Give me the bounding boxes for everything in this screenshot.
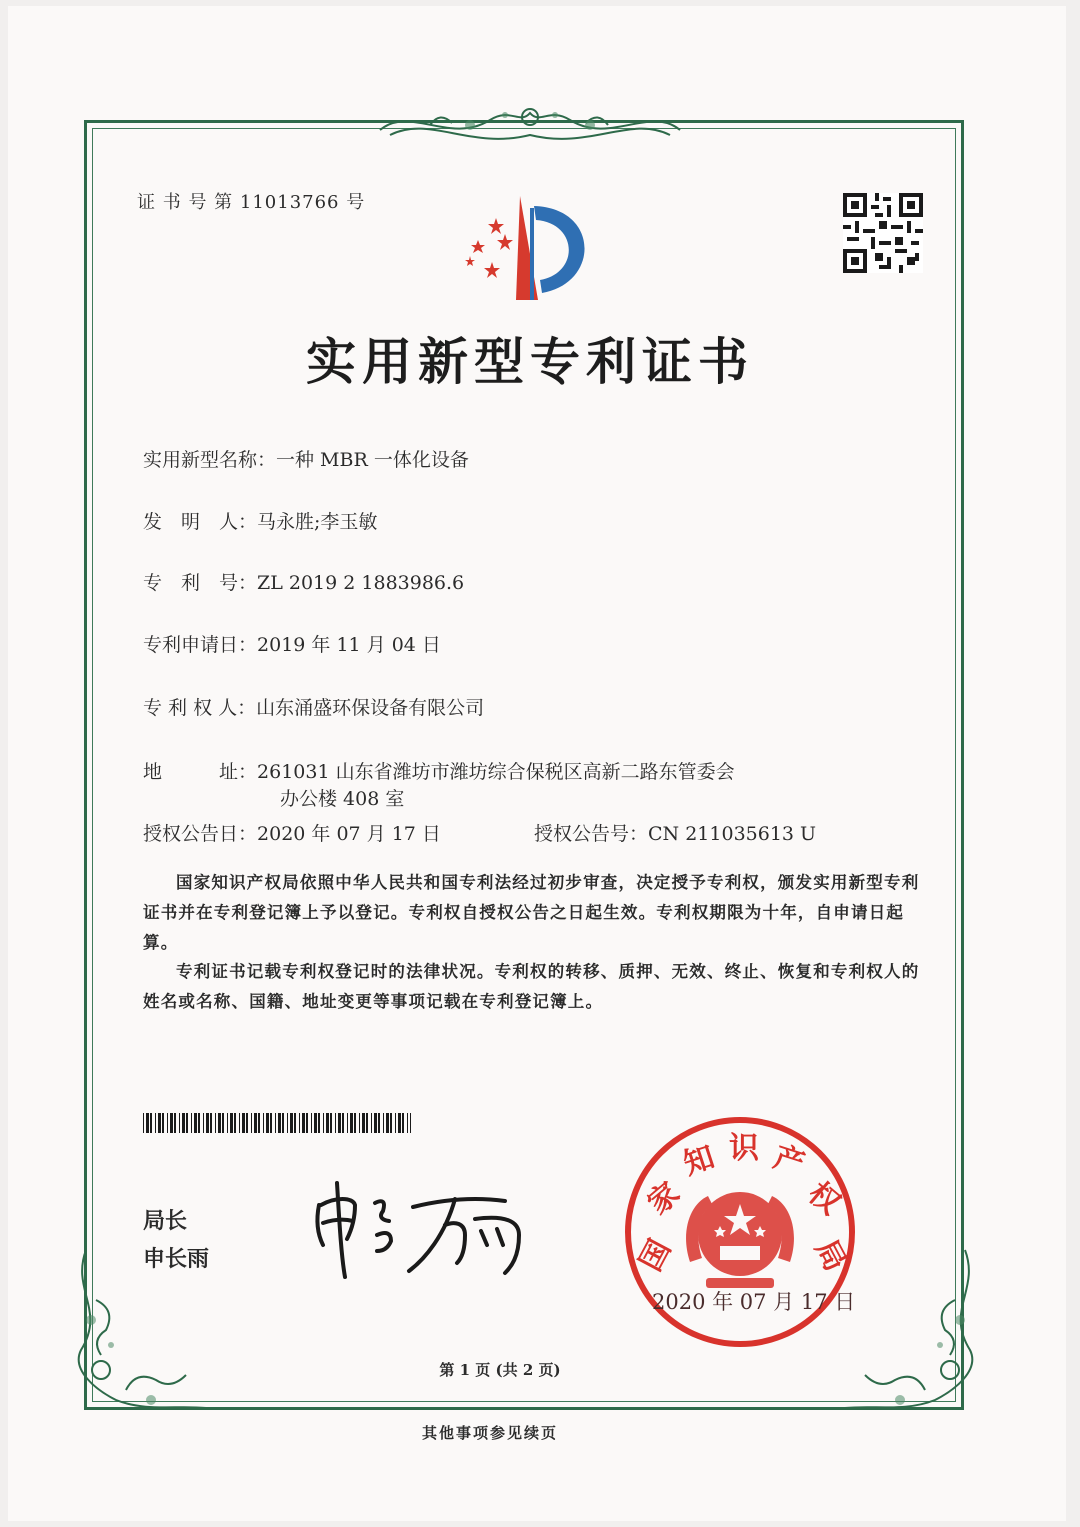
legal-paragraph-2: 专利证书记载专利权登记时的法律状况。专利权的转移、质押、无效、终止、恢复和专利权人的姓名或名称、国籍、地址变更等事项记载在专利登记簿上。	[143, 962, 920, 1011]
address-line-2: 办公楼 408 室	[280, 788, 405, 810]
field-patentee	[143, 695, 484, 721]
svg-text:家: 家	[641, 1175, 687, 1222]
grant-number-value: CN 211035613 U	[648, 823, 817, 845]
grant-number-label: 授权公告号：	[534, 823, 649, 845]
svg-text:产: 产	[769, 1139, 809, 1183]
official-seal	[620, 1112, 860, 1352]
qr-code	[843, 193, 923, 273]
svg-text:局: 局	[807, 1234, 853, 1277]
field-utility-model-name	[143, 447, 469, 473]
svg-text:权: 权	[801, 1175, 847, 1222]
filing-date-value: 2019 年 11 月 04 日	[257, 634, 441, 656]
patent-number-value: ZL 2019 2 1883986.6	[257, 572, 465, 594]
grant-date-value: 2020 年 07 月 17 日	[257, 823, 441, 845]
legal-paragraph-1: 国家知识产权局依照中华人民共和国专利法经过初步审查，决定授予专利权，颁发实用新型专利证书并在专利登记簿上予以登记。专利权自授权公告之日起生效。专利权期限为十年，自申请日起算。	[143, 873, 920, 952]
field-inventor	[143, 509, 377, 535]
field-patent-number	[143, 570, 464, 596]
inventor-value: 马永胜;李玉敏	[257, 511, 378, 533]
certificate-title: 实用新型专利证书	[306, 332, 754, 391]
top-ornament	[370, 95, 690, 155]
inventor-label: 发 明 人：	[143, 511, 258, 533]
field-grant-number	[534, 821, 816, 847]
director-signature	[305, 1175, 545, 1285]
certificate-number: 证 书 号 第 11013766 号	[137, 192, 366, 213]
field-address-line-2	[280, 786, 404, 812]
utility-model-name-label: 实用新型名称：	[143, 449, 277, 471]
director-name: 申长雨	[143, 1247, 210, 1272]
address-line-1: 261031 山东省潍坊市潍坊综合保税区高新二路东管委会	[257, 761, 735, 783]
continuation-note: 其他事项参见续页	[421, 1424, 558, 1442]
grant-date-label: 授权公告日：	[143, 823, 258, 845]
barcode	[143, 1113, 411, 1133]
field-address	[143, 759, 735, 785]
seal-date: 2020 年 07 月 17 日	[652, 1290, 856, 1314]
svg-text:知: 知	[679, 1139, 719, 1183]
patentee-value: 山东涌盛环保设备有限公司	[256, 697, 485, 719]
patent-office-logo	[450, 188, 610, 308]
utility-model-name-value: 一种 MBR 一体化设备	[276, 449, 469, 471]
svg-text:国: 国	[633, 1234, 679, 1277]
director-title: 局长	[143, 1209, 188, 1234]
svg-text:识: 识	[729, 1131, 759, 1166]
patentee-label: 专 利 权 人：	[143, 697, 257, 719]
field-grant-date	[143, 821, 441, 847]
field-filing-date	[143, 632, 441, 658]
patent-number-label: 专 利 号：	[143, 572, 258, 594]
filing-date-label: 专利申请日：	[143, 634, 258, 656]
address-label: 地 址：	[143, 761, 258, 783]
page-indicator: 第 1 页 (共 2 页)	[439, 1361, 561, 1379]
